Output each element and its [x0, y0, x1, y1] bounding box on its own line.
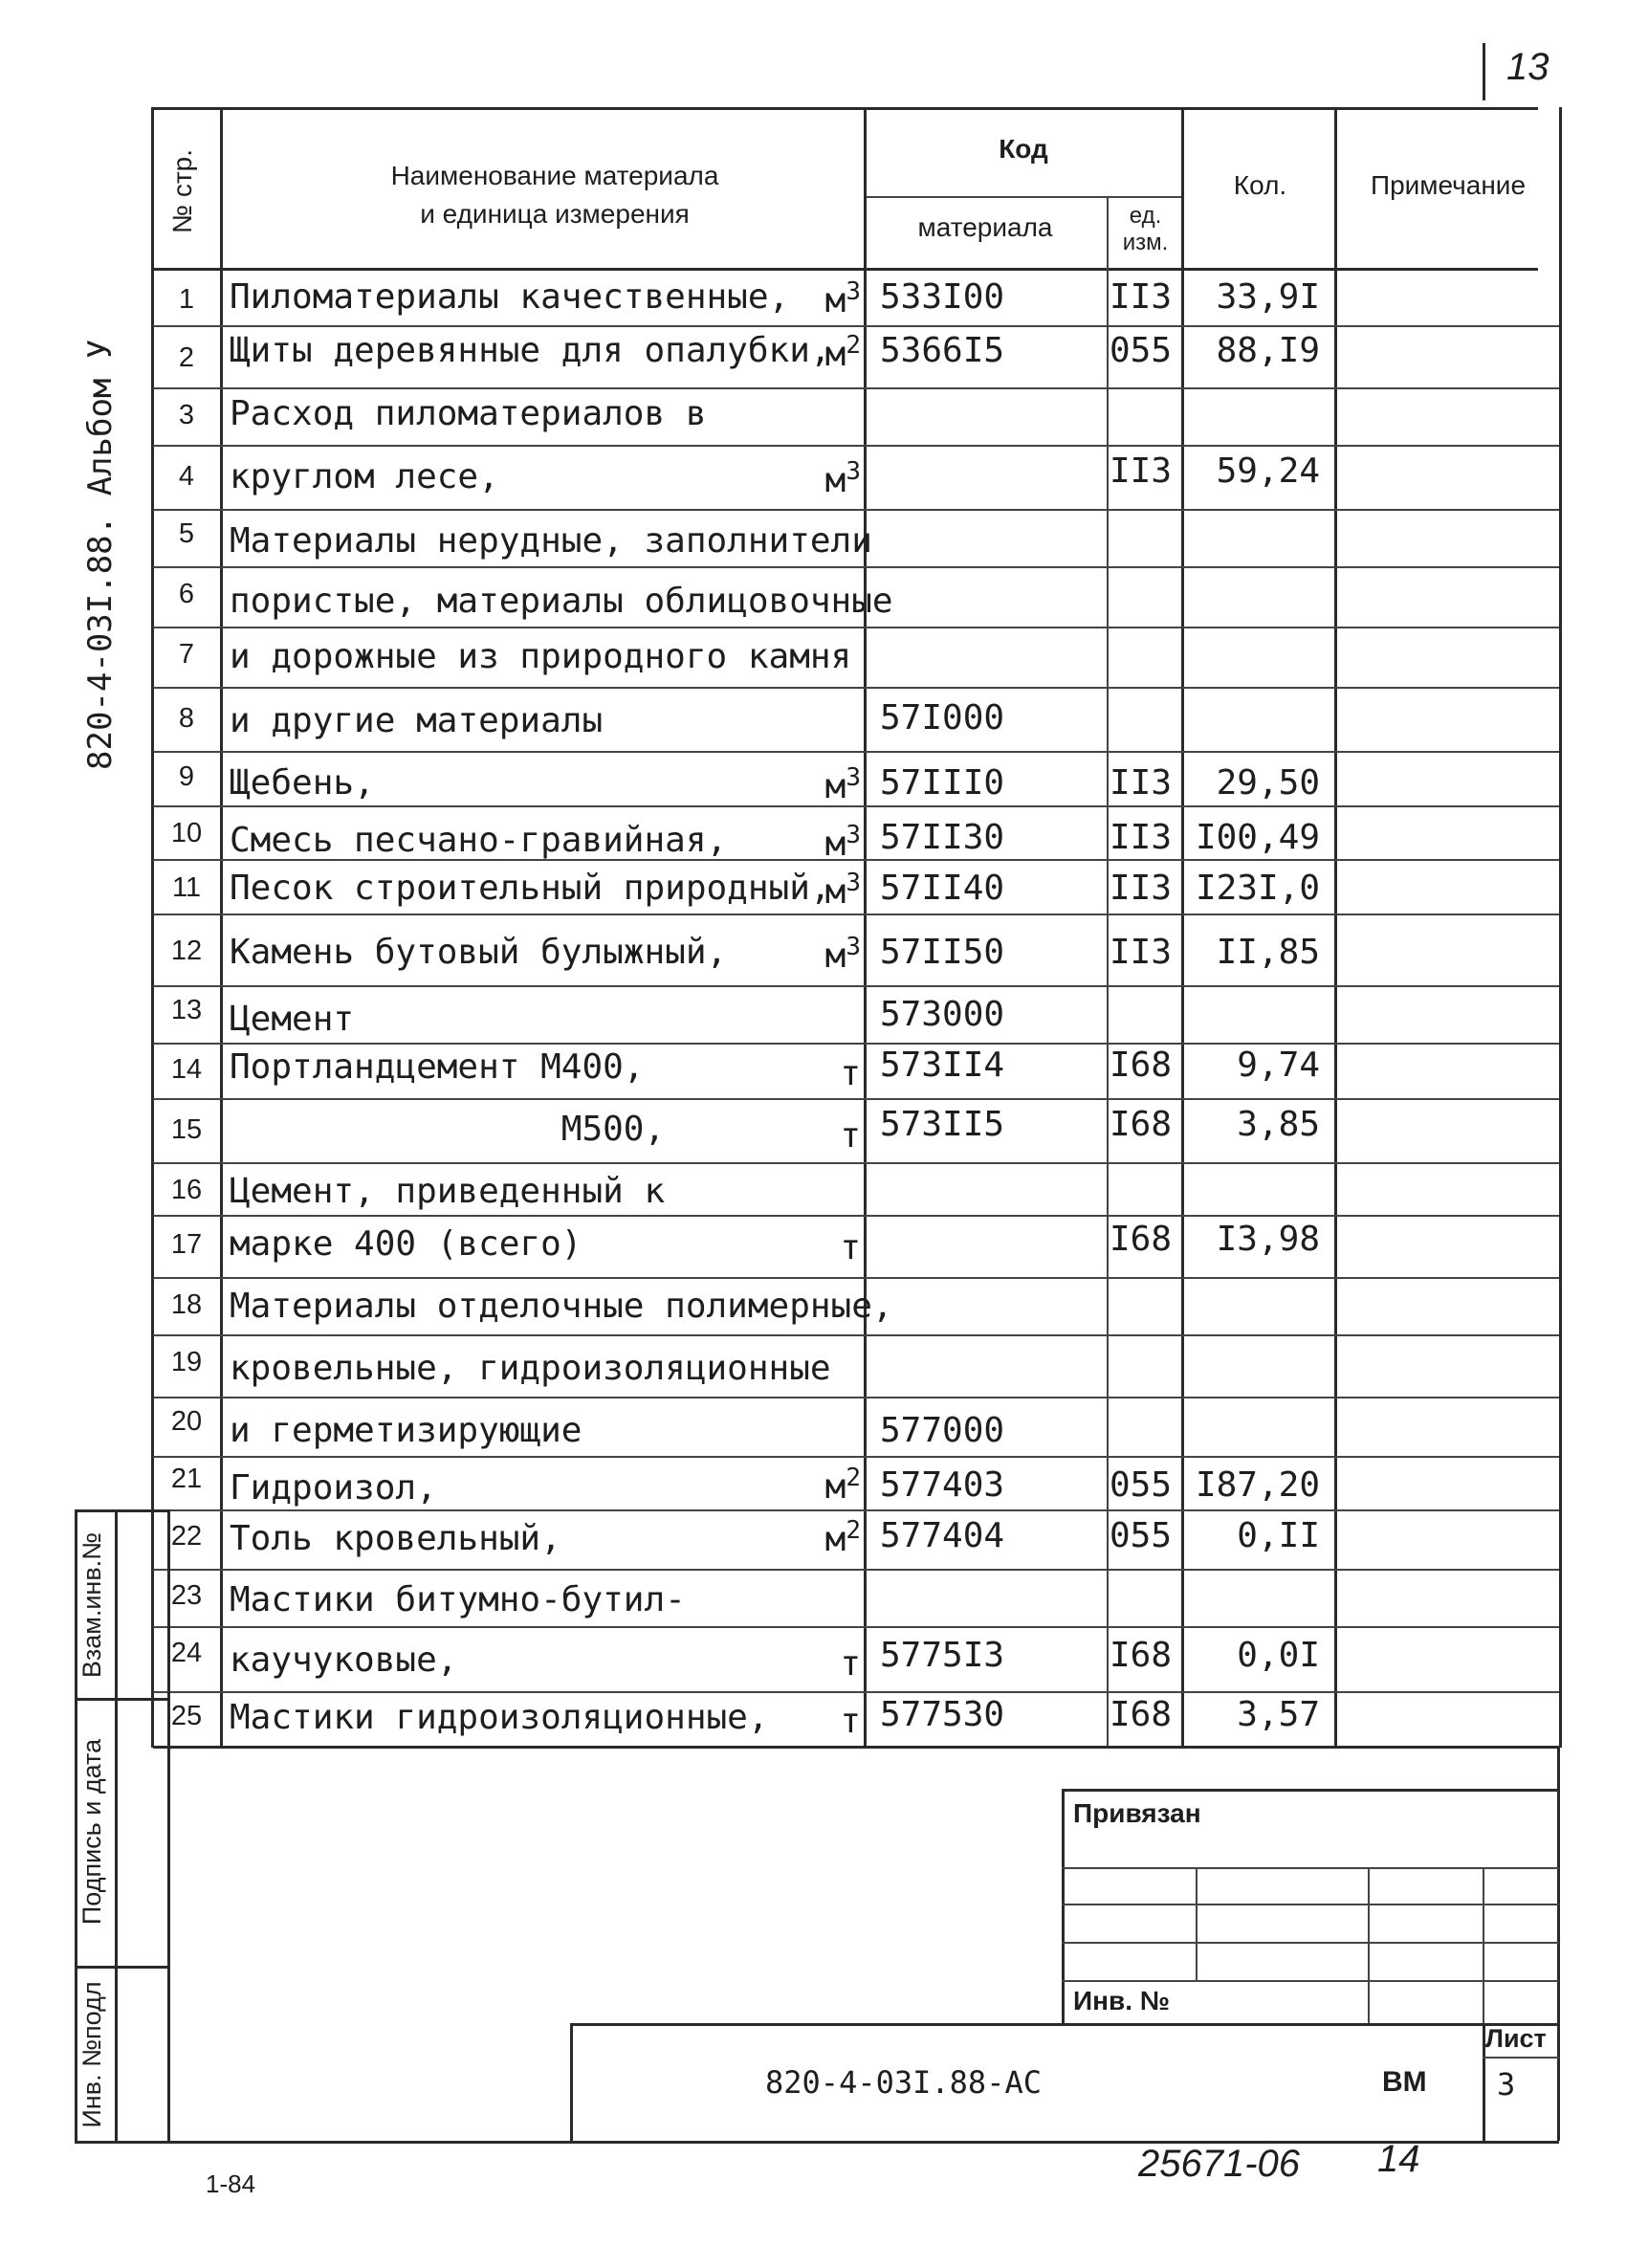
rownum-column-line — [220, 107, 223, 1748]
row-divider — [153, 1162, 1559, 1164]
row-number: 5 — [178, 518, 195, 549]
unit-code: II3 — [1110, 818, 1173, 857]
quantity: 0,0I — [1237, 1636, 1320, 1675]
title-block-top — [570, 2023, 1559, 2026]
material-name: Песок строительный природный, — [230, 869, 831, 908]
inv-no-label: Инв. № — [1073, 1986, 1171, 2015]
qty-column-line — [1334, 107, 1337, 1748]
side-stamp-mid — [115, 1509, 118, 2141]
unit-code: II3 — [1110, 933, 1173, 972]
row-number: 11 — [171, 872, 202, 903]
row-number: 14 — [170, 1054, 203, 1085]
row-number: 8 — [178, 703, 195, 734]
header-name-line1: Наименование материала — [390, 161, 719, 190]
privyazan-grid-col — [1483, 1867, 1484, 2023]
row-divider — [153, 1334, 1559, 1336]
list-label-line — [1483, 2057, 1559, 2059]
unit-code: 055 — [1110, 331, 1173, 370]
material-name: Камень бутовый булыжный, — [230, 933, 728, 972]
material-code: 57II30 — [880, 818, 1005, 857]
row-divider — [153, 566, 1559, 568]
quantity: 29,50 — [1216, 763, 1320, 803]
row-number: 23 — [170, 1580, 203, 1611]
list-number: 3 — [1497, 2066, 1516, 2103]
quantity: I87,20 — [1195, 1465, 1320, 1505]
title-block-left — [570, 2023, 573, 2141]
side-stamp-vzam: Взам.инв.№ — [77, 1531, 106, 1679]
material-name: Смесь песчано-гравийная, — [230, 821, 728, 860]
material-code: 533I00 — [880, 277, 1005, 317]
material-code: 57III0 — [880, 763, 1005, 803]
header-code-unit-1: ед. — [1129, 203, 1162, 229]
unit: $м^3$ — [824, 821, 861, 864]
unit-code: 055 — [1110, 1465, 1173, 1505]
privyazan-left — [1062, 1789, 1065, 2023]
material-name: и дорожные из природного камня — [230, 637, 852, 676]
name-column-line — [864, 107, 867, 1748]
code-column-line — [1107, 196, 1109, 1748]
unitcode-column-line — [1181, 107, 1184, 1748]
row-number: 10 — [170, 818, 203, 848]
header-code-unit-2: изм. — [1122, 230, 1169, 255]
quantity: I00,49 — [1195, 818, 1320, 857]
unit-code: II3 — [1110, 451, 1173, 491]
material-name: Толь кровельный, — [230, 1519, 561, 1558]
document-code: 820-4-03I.88-АС — [765, 2064, 1042, 2101]
row-divider — [153, 914, 1559, 915]
quantity: 3,85 — [1237, 1105, 1320, 1144]
material-code: 577530 — [880, 1695, 1005, 1734]
quantity: 3,57 — [1237, 1695, 1320, 1734]
material-name: М500, — [230, 1110, 666, 1149]
material-name: кровельные, гидроизоляционные — [230, 1349, 831, 1388]
privyazan-grid-col — [1196, 1867, 1198, 1980]
row-number: 17 — [170, 1229, 203, 1260]
material-name: марке 400 (всего) — [230, 1224, 582, 1264]
side-stamp-podpis: Подпись и дата — [77, 1738, 106, 1926]
row-divider — [153, 509, 1559, 511]
row-divider — [153, 1626, 1559, 1628]
quantity: 59,24 — [1216, 451, 1320, 491]
material-code: 577000 — [880, 1411, 1005, 1450]
material-name: Щиты деревянные для опалубки, — [230, 331, 831, 370]
row-number: 22 — [170, 1521, 203, 1552]
material-name: Мастики гидроизоляционные, — [230, 1698, 769, 1737]
unit: т — [840, 1054, 861, 1093]
material-name: пористые, материалы облицовочные — [230, 582, 893, 621]
unit-code: I68 — [1110, 1695, 1173, 1734]
header-qty: Кол. — [1233, 170, 1287, 200]
frame-left-border — [167, 1746, 170, 2141]
unit: $м^3$ — [824, 277, 861, 320]
material-name: Пиломатериалы качественные, — [230, 277, 790, 317]
row-number: 13 — [170, 995, 203, 1025]
unit: $м^3$ — [824, 763, 861, 806]
header-name-line2: и единица измерения — [420, 199, 690, 229]
row-divider — [153, 325, 1559, 327]
side-stamp-inv-podl: Инв. №подл — [77, 1981, 106, 2128]
material-name: Материалы нерудные, заполнители — [230, 521, 872, 561]
material-code: 577404 — [880, 1516, 1005, 1555]
material-name: Расход пиломатериалов в — [230, 394, 707, 433]
privyazan-grid-line — [1062, 1942, 1559, 1944]
quantity: 9,74 — [1237, 1046, 1320, 1085]
material-name: Портландцемент М400, — [230, 1047, 645, 1087]
frame-bottom-border — [167, 2141, 1559, 2144]
row-divider — [153, 1397, 1559, 1398]
row-number: 6 — [178, 579, 195, 609]
footer-handwritten-page: 14 — [1377, 2138, 1420, 2180]
unit: $м^3$ — [824, 457, 861, 500]
header-code: Код — [999, 134, 1048, 164]
unit-code: I68 — [1110, 1636, 1173, 1675]
privyazan-top — [1062, 1789, 1559, 1792]
header-code-material: материала — [917, 212, 1053, 242]
page-number-divider — [1483, 43, 1485, 100]
material-name: Гидроизол, — [230, 1468, 437, 1508]
code-subheader-line — [866, 196, 1181, 198]
row-number: 12 — [170, 936, 203, 966]
material-code: 573II5 — [880, 1105, 1005, 1144]
row-divider — [153, 387, 1559, 389]
row-divider — [153, 751, 1559, 753]
unit-code: II3 — [1110, 277, 1173, 317]
quantity: II,85 — [1216, 933, 1320, 972]
unit: $м^3$ — [824, 933, 861, 976]
row-number: 4 — [178, 461, 195, 492]
material-code: 573000 — [880, 995, 1005, 1034]
row-number: 18 — [170, 1289, 203, 1320]
row-divider — [153, 1569, 1559, 1571]
quantity: 0,II — [1237, 1516, 1320, 1555]
row-number: 24 — [170, 1638, 203, 1668]
unit-code: II3 — [1110, 869, 1173, 908]
material-name: каучуковые, — [230, 1640, 458, 1680]
header-note: Примечание — [1370, 170, 1527, 200]
unit: т — [840, 1644, 861, 1684]
table-bottom-border — [153, 1746, 1559, 1749]
unit: т — [840, 1702, 861, 1741]
row-number: 2 — [178, 342, 195, 373]
table-right-border — [1559, 107, 1562, 1748]
privyazan-grid-line — [1062, 1980, 1559, 1982]
material-code: 577403 — [880, 1465, 1005, 1505]
row-divider — [153, 1456, 1559, 1458]
vm-label: ВМ — [1382, 2066, 1427, 2098]
row-number: 3 — [178, 400, 195, 430]
header-row-no: № стр. — [167, 149, 197, 233]
privyazan-grid-line — [1062, 1904, 1559, 1905]
page-number: 13 — [1506, 46, 1549, 88]
row-number: 21 — [170, 1464, 203, 1494]
row-number: 9 — [178, 761, 195, 792]
row-number: 1 — [178, 284, 195, 315]
unit: $м^2$ — [824, 331, 861, 374]
row-divider — [153, 1277, 1559, 1279]
material-name: круглом лесе, — [230, 457, 499, 496]
row-divider — [153, 1509, 1559, 1511]
quantity: 88,I9 — [1216, 331, 1320, 370]
privyazan-label: Привязан — [1073, 1798, 1201, 1828]
unit-code: 055 — [1110, 1516, 1173, 1555]
quantity: 33,9I — [1216, 277, 1320, 317]
quantity: I3,98 — [1216, 1220, 1320, 1259]
row-divider — [153, 1043, 1559, 1045]
header-bottom-border — [153, 268, 1538, 271]
row-number: 19 — [170, 1347, 203, 1377]
material-name: Мастики битумно-бутил- — [230, 1580, 686, 1619]
row-divider — [153, 1098, 1559, 1100]
material-code: 57I000 — [880, 698, 1005, 738]
row-divider — [153, 627, 1559, 628]
album-title: 820-4-03I.88. Альбом У — [81, 339, 120, 770]
material-name: и другие материалы — [230, 701, 604, 740]
material-code: 5366I5 — [880, 331, 1005, 370]
material-name: Цемент, приведенный к — [230, 1172, 666, 1211]
list-label: Лист — [1485, 2024, 1547, 2053]
material-code: 573II4 — [880, 1046, 1005, 1085]
row-divider — [153, 445, 1559, 447]
unit-code: II3 — [1110, 763, 1173, 803]
material-code: 57II50 — [880, 933, 1005, 972]
row-divider — [153, 985, 1559, 987]
unit-code: I68 — [1110, 1046, 1173, 1085]
unit: $м^2$ — [824, 1516, 861, 1559]
row-number: 15 — [170, 1114, 203, 1145]
row-number: 25 — [170, 1701, 203, 1731]
row-number: 20 — [170, 1406, 203, 1437]
material-name: Материалы отделочные полимерные, — [230, 1287, 893, 1326]
privyazan-grid-col — [1368, 1867, 1370, 2023]
material-code: 5775I3 — [880, 1636, 1005, 1675]
row-divider — [153, 687, 1559, 689]
unit: $м^2$ — [824, 1464, 861, 1507]
unit: т — [840, 1116, 861, 1156]
row-number: 7 — [178, 639, 195, 670]
row-divider — [153, 1691, 1559, 1693]
footer-handwritten-number: 25671-06 — [1138, 2143, 1301, 2185]
material-name: и герметизирующие — [230, 1411, 582, 1450]
row-number: 16 — [170, 1175, 203, 1205]
material-name: Цемент — [230, 1000, 355, 1039]
footer-left-mark: 1-84 — [206, 2169, 256, 2198]
unit: $м^3$ — [824, 869, 861, 912]
unit-code: I68 — [1110, 1105, 1173, 1144]
table-top-border — [153, 107, 1538, 110]
privyazan-grid-line — [1062, 1867, 1559, 1869]
row-divider — [153, 1215, 1559, 1217]
material-name: Щебень, — [230, 763, 375, 803]
material-code: 57II40 — [880, 869, 1005, 908]
quantity: I23I,0 — [1195, 869, 1320, 908]
unit-code: I68 — [1110, 1220, 1173, 1259]
unit: т — [840, 1228, 861, 1267]
